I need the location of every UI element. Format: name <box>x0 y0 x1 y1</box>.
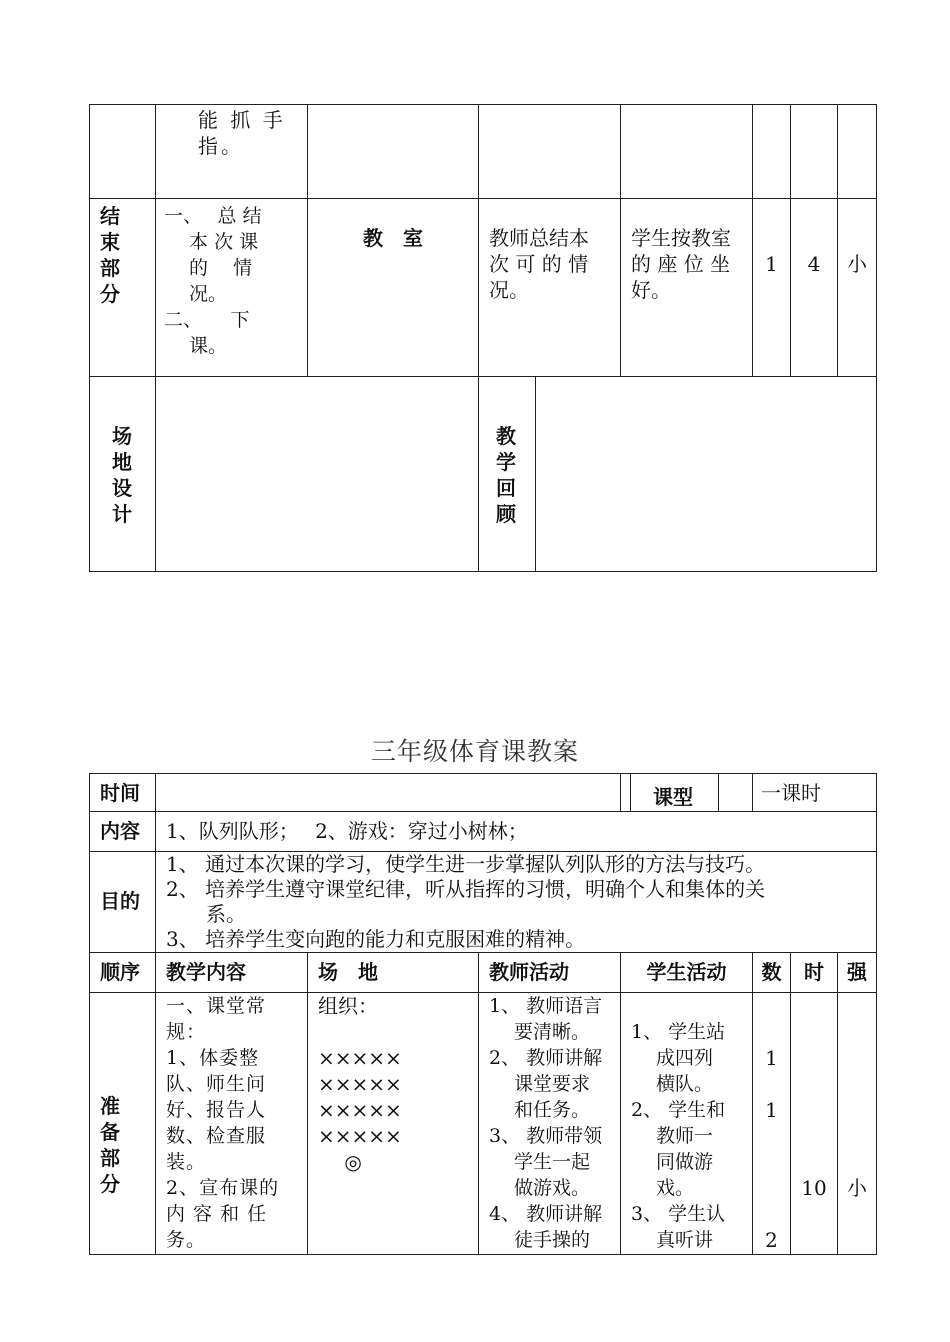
content-label-cell <box>90 812 156 852</box>
end-content: 一、 总 结 本 次 课 的 情 况。 二、 下 课。 <box>164 205 262 357</box>
venue-design-label: 场 地 设 计 <box>112 424 132 526</box>
continued-content-cell <box>156 105 308 199</box>
content-value-cell <box>156 812 877 852</box>
continued-time-cell <box>791 105 838 199</box>
content-value: 1、队列队形； 2、游戏：穿过小树林； <box>166 819 528 843</box>
review-area <box>536 377 877 572</box>
prep-teacher-activity: 1、 教师语言 要清晰。 2、 教师讲解 课堂要求 和任务。 3、 教师带领 学生一起 做游戏。 4、 教师讲解 徒手操的 <box>489 995 603 1251</box>
end-venue-cell <box>308 199 479 377</box>
continued-student-cell <box>621 105 753 199</box>
goal-label: 目的 <box>100 889 140 913</box>
prep-strength: 小 <box>847 1176 867 1200</box>
review-label-cell <box>479 377 536 572</box>
header-student <box>621 953 753 993</box>
end-section-label-cell <box>90 199 156 377</box>
top-table <box>89 104 877 572</box>
prep-strength-cell <box>838 993 877 1255</box>
prep-teacher-cell <box>479 993 621 1255</box>
header-strength-text: 强 <box>847 960 867 984</box>
goal-item: 3、 培养学生变向跑的能力和克服困难的精神。 <box>166 927 586 951</box>
header-strength <box>838 953 877 993</box>
header-time <box>791 953 838 993</box>
goal-item: 2、 培养学生遵守课堂纪律，听从指挥的习惯，明确个人和集体的关 <box>166 877 766 901</box>
header-venue <box>308 953 479 993</box>
prep-venue: 组织： ××××× ××××× ××××× ××××× ◎ <box>318 994 402 1174</box>
header-content-text: 教学内容 <box>166 960 246 984</box>
venue-design-label-cell <box>90 377 156 572</box>
end-content-cell <box>156 199 308 377</box>
continued-count-cell <box>753 105 791 199</box>
review-label: 教 学 回 顾 <box>496 424 516 526</box>
content-label: 内容 <box>100 819 140 843</box>
lesson-type-value: 一课时 <box>761 781 821 805</box>
prep-student-cell <box>621 993 753 1255</box>
prep-count-cell <box>753 993 791 1255</box>
prep-content: 一、课堂常 规： 1、体委整 队、师生问 好、报告人 数、检查服 装。 2、宣布课的 内 容 和 任 务。 <box>166 995 280 1251</box>
end-student-cell <box>621 199 753 377</box>
header-venue-text: 场 地 <box>318 960 378 984</box>
header-time-text: 时 <box>804 960 824 984</box>
header-count-text: 数 <box>761 960 782 984</box>
goal-value-cell <box>156 852 877 953</box>
end-teacher-cell <box>479 199 621 377</box>
goal-item: 1、 通过本次课的学习，使学生进一步掌握队列队形的方法与技巧。 <box>166 852 766 876</box>
lesson-type-value-cell <box>753 774 877 812</box>
continued-content: 能 抓 手 指。 <box>198 108 286 158</box>
prep-content-cell <box>156 993 308 1255</box>
header-teacher-text: 教师活动 <box>489 960 569 984</box>
end-section-label: 结 束 部 分 <box>100 204 120 306</box>
header-order <box>90 953 156 993</box>
lesson-type-label: 课型 <box>653 785 693 809</box>
goals-list <box>156 852 876 952</box>
prep-venue-cell <box>308 993 479 1255</box>
time-label-cell <box>90 774 156 812</box>
header-content <box>156 953 308 993</box>
header-student-text: 学生活动 <box>646 960 727 984</box>
header-order-text: 顺序 <box>100 960 140 984</box>
lesson-type-left-divider <box>630 773 631 811</box>
continued-venue-cell <box>308 105 479 199</box>
lesson-plan-table <box>89 773 877 1255</box>
lesson-type-divider <box>718 773 719 811</box>
end-venue: 教 室 <box>363 226 423 250</box>
header-teacher <box>479 953 621 993</box>
prep-student-activity: 1、 学生站 成四列 横队。 2、 学生和 教师一 同做游 戏。 3、 学生认 真听讲 <box>631 1021 726 1251</box>
prep-section-label-cell <box>90 993 156 1255</box>
prep-count: 1 1 2 <box>765 1046 778 1252</box>
header-count <box>753 953 791 993</box>
end-strength: 小 <box>847 252 867 276</box>
prep-section-label: 准 备 部 分 <box>100 1094 120 1196</box>
continued-label-cell <box>90 105 156 199</box>
doc-title: 三年级体育课教案 <box>370 737 579 766</box>
end-teacher-activity: 教师总结本 次 可 的 情 况。 <box>489 226 589 302</box>
end-time: 4 <box>807 252 821 276</box>
prep-time-cell <box>791 993 838 1255</box>
time-label: 时间 <box>100 781 140 805</box>
end-strength-cell <box>838 199 877 377</box>
end-count-cell <box>753 199 791 377</box>
end-count: 1 <box>765 252 778 276</box>
goal-label-cell <box>90 852 156 953</box>
end-student-activity: 学生按教室 的 座 位 坐 好。 <box>631 226 731 302</box>
time-value-cell <box>156 774 621 812</box>
prep-time: 10 <box>801 1176 827 1200</box>
goal-item: 系。 <box>206 902 246 926</box>
continued-teacher-cell <box>479 105 621 199</box>
continued-strength-cell <box>838 105 877 199</box>
end-time-cell <box>791 199 838 377</box>
venue-design-area <box>156 377 479 572</box>
